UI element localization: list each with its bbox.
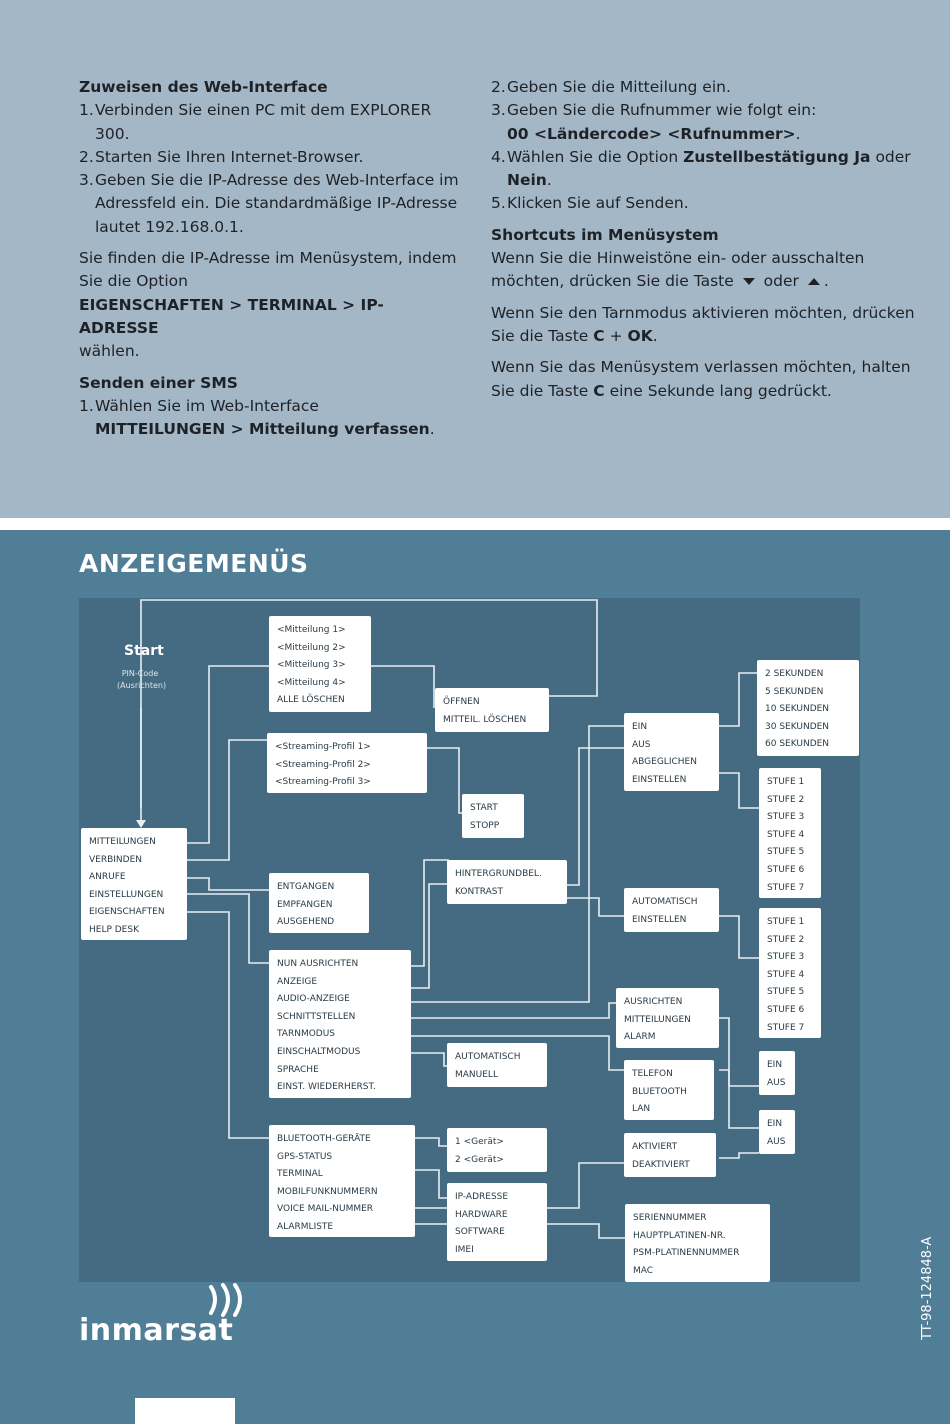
menus-title: ANZEIGEMENÜS [79,549,309,578]
menu-box-auto-manual[interactable]: AUTOMATISCH MANUELL [447,1043,547,1087]
arrow-down-icon [743,278,755,285]
menu-box-properties[interactable]: BLUETOOTH-GERÄTE GPS-STATUS TERMINAL MOBILFUNKNUMMERN VOICE MAIL-NUMMER ALARMLISTE [269,1125,415,1237]
web-interface-steps [79,99,459,239]
start-sublabel: PIN-Code (Ausrichten) [117,669,167,690]
sms-steps-a [79,395,459,442]
menu-diagram [79,598,860,1282]
list-item: 1. Verbinden Sie einen PC mit dem EXPLORER 300. [79,101,432,143]
list-item: 1. Wählen Sie im Web-Interface MITTEILUNGEN > Mitteilung verfassen. [79,396,435,439]
menu-box-open-delete[interactable]: ÖFFNEN MITTEIL. LÖSCHEN [435,688,549,732]
list-item: 3. Geben Sie die Rufnummer wie folgt ein: 00 <Ländercode> <Rufnummer>. [491,101,817,143]
menu-box-onoff-2[interactable]: EIN AUS [759,1110,795,1154]
shortcut-stealth: Wenn Sie den Tarnmodus aktivieren möchten, drücken Sie die Taste C + OK. [491,303,915,345]
web-interface-heading: Zuweisen des Web-Interface [79,78,328,96]
footer-bar [135,1398,235,1424]
menu-box-start-stop[interactable]: START STOPP [462,794,524,838]
shortcuts-heading: Shortcuts im Menüsystem [491,225,719,244]
menu-box-main[interactable]: MITTEILUNGEN VERBINDEN ANRUFE EINSTELLUNGEN EIGENSCHAFTEN HELP DESK [81,828,187,940]
menu-box-calls[interactable]: ENTGANGEN EMPFANGEN AUSGEHEND [269,873,369,933]
arrow-up-icon [808,278,820,285]
menu-box-activate[interactable]: AKTIVIERT DEAKTIVIERT [624,1133,716,1177]
menu-box-hardware[interactable]: SERIENNUMMER HAUPTPLATINEN-NR. PSM-PLATINENNUMMER MAC [625,1204,770,1282]
start-label: Start [124,643,164,659]
menu-box-seconds[interactable]: 2 SEKUNDEN 5 SEKUNDEN 10 SEKUNDEN 30 SEKUNDEN 60 SEKUNDEN [757,660,859,756]
menu-box-messages[interactable]: <Mitteilung 1> <Mitteilung 2> <Mitteilung 3> <Mitteilung 4> ALLE LÖSCHEN [269,616,371,712]
list-item: 2. Geben Sie die Mitteilung ein. [491,78,731,96]
shortcut-beep: Wenn Sie die Hinweistöne ein- oder ausschalten möchten, drücken Sie die Taste oder . [491,249,865,291]
inmarsat-logo [79,1283,259,1353]
sms-steps-b [491,76,931,216]
divider [0,518,950,530]
menu-box-onoff-1[interactable]: EIN AUS [759,1051,795,1095]
right-column [491,76,931,411]
logo-text: inmarsat [79,1313,234,1348]
menu-box-backlight[interactable]: EIN AUS ABGEGLICHEN EINSTELLEN [624,713,719,791]
shortcut-exit: Wenn Sie das Menüsystem verlassen möchten, halten Sie die Taste C eine Sekunde lang gedrückt. [491,358,911,400]
menu-box-devices[interactable]: 1 <Gerät> 2 <Gerät> [447,1128,547,1172]
menu-box-interfaces[interactable]: TELEFON BLUETOOTH LAN [624,1060,714,1120]
menu-box-settings[interactable]: NUN AUSRICHTEN ANZEIGE AUDIO-ANZEIGE SCHNITTSTELLEN TARNMODUS EINSCHALTMODUS SPRACHE EINST. WIEDERHERST. [269,950,411,1098]
ip-note: Sie finden die IP-Adresse im Menüsystem, indem Sie die Option EIGENSCHAFTEN > TERMINAL > IP-ADRESSE wählen. [79,249,457,361]
instructions-panel [0,0,950,518]
list-item: 2. Starten Sie Ihren Internet-Browser. [79,147,364,166]
menu-box-terminal[interactable]: IP-ADRESSE HARDWARE SOFTWARE IMEI [447,1183,547,1261]
left-column [79,76,459,449]
menu-box-levels-2[interactable]: STUFE 1 STUFE 2 STUFE 3 STUFE 4 STUFE 5 STUFE 6 STUFE 7 [759,908,821,1038]
document-code: TT-98-124848-A [920,1236,935,1340]
list-item: 4. Wählen Sie die Option Zustellbestätigung Ja oder Nein. [491,147,911,190]
menu-box-display[interactable]: HINTERGRUNDBEL. KONTRAST [447,860,567,904]
list-item: 5. Klicken Sie auf Senden. [491,194,689,213]
menu-box-audio[interactable]: AUSRICHTEN MITTEILUNGEN ALARM [616,988,719,1048]
menu-box-streaming[interactable]: <Streaming-Profil 1> <Streaming-Profil 2> <Streaming-Profil 3> [267,733,427,793]
sms-heading: Senden einer SMS [79,373,238,392]
list-item: 3. Geben Sie die IP-Adresse des Web-Interface im Adressfeld ein. Die standardmäßige IP-Adresse lautet 192.168.0.1. [79,171,459,236]
menu-box-contrast[interactable]: AUTOMATISCH EINSTELLEN [624,888,719,932]
menu-box-levels-1[interactable]: STUFE 1 STUFE 2 STUFE 3 STUFE 4 STUFE 5 STUFE 6 STUFE 7 [759,768,821,898]
